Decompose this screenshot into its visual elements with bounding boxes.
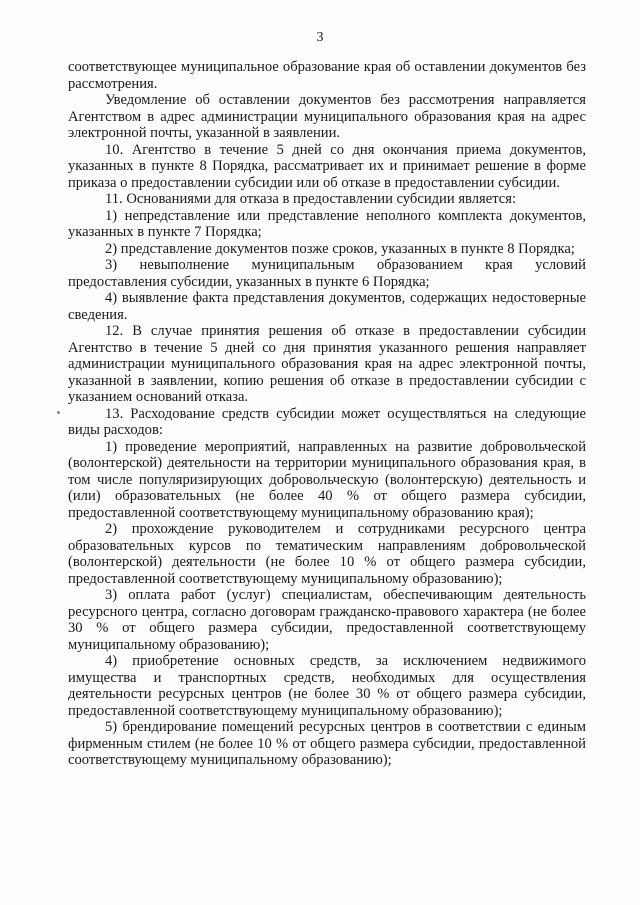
paragraph-continuation: соответствующее муниципальное образование края об оставлении документов без рассмотрения. — [68, 59, 586, 92]
clause-12: 12. В случае принятия решения об отказе в предоставлении субсидии Агентство в течение 5 дней со дня принятия указанного решения направляет администрации муниципального образования края на адрес электронной почты, указанной в заявлении, копию решения об отказе в предоставлении субсидии с указанием оснований отказа. — [68, 323, 586, 405]
page-number: 3 — [316, 30, 324, 45]
clause-11: 11. Основаниями для отказа в предоставлении субсидии является: — [105, 191, 517, 207]
clause-11-item-1: 1) непредставление или представление неполного комплекта документов, указанных в пункте 7 Порядка; — [68, 207, 586, 240]
clause-11-item-4: 4) выявление факта представления документов, содержащих недостоверные сведения. — [68, 290, 586, 323]
clause-13-item-3: 3) оплата работ (услуг) специалистам, обеспечивающим деятельность ресурсного центра, согласно договорам гражданско-правового характера (не более 30 % от общего размера субсидии, предоставленной соответствующему муниципальному образованию); — [68, 587, 586, 653]
clause-13-item-4: 4) приобретение основных средств, за исключением недвижимого имущества и транспортных средств, необходимых для осуществления деятельности ресурсных центров (не более 30 % от общего размера субсидии, предоставленной соответствующему муниципальному образованию); — [68, 653, 586, 719]
clause-13-item-5: 5) брендирование помещений ресурсных центров в соответствии с единым фирменным стилем (не более 10 % от общего размера субсидии, предоставленной соответствующему муниципальному образованию); — [68, 719, 586, 768]
clause-11-item-3: 3) невыполнение муниципальным образованием края условий предоставления субсидии, указанных в пункте 6 Порядка; — [68, 257, 586, 290]
scan-artifact-dot — [57, 411, 60, 414]
clause-13-item-2: 2) прохождение руководителем и сотрудниками ресурсного центра образовательных курсов по тематическим направлениям добровольческой (волонтерской) деятельности (не более 10 % от общего размера субсидии, предоставленной соответствующему муниципальному образованию); — [68, 521, 586, 587]
clause-13-item-1: 1) проведение мероприятий, направленных на развитие добровольческой (волонтерской) деятельности на территории муниципального образования края, в том числе популяризирующих добровольческую (волонтерскую) деятельность и (или) образовательных (не более 40 % от общего размера субсидии, предоставленной соответствующему муниципальному образованию края); — [68, 438, 586, 521]
document-body — [68, 59, 586, 769]
paragraph-notification: Уведомление об оставлении документов без рассмотрения направляется Агентством в адрес администрации муниципального образования края на адрес электронной почты, указанной в заявлении. — [68, 92, 586, 141]
clause-10: 10. Агентство в течение 5 дней со дня окончания приема документов, указанных в пункте 8 Порядка, рассматривает их и принимает решение в форме приказа о предоставлении субсидии или об отказе в предоставлении субсидии. — [68, 141, 586, 191]
clause-13: 13. Расходование средств субсидии может осуществляться на следующие виды расходов: — [68, 405, 586, 438]
clause-11-item-2: 2) представление документов позже сроков, указанных в пункте 8 Порядка; — [105, 240, 575, 257]
